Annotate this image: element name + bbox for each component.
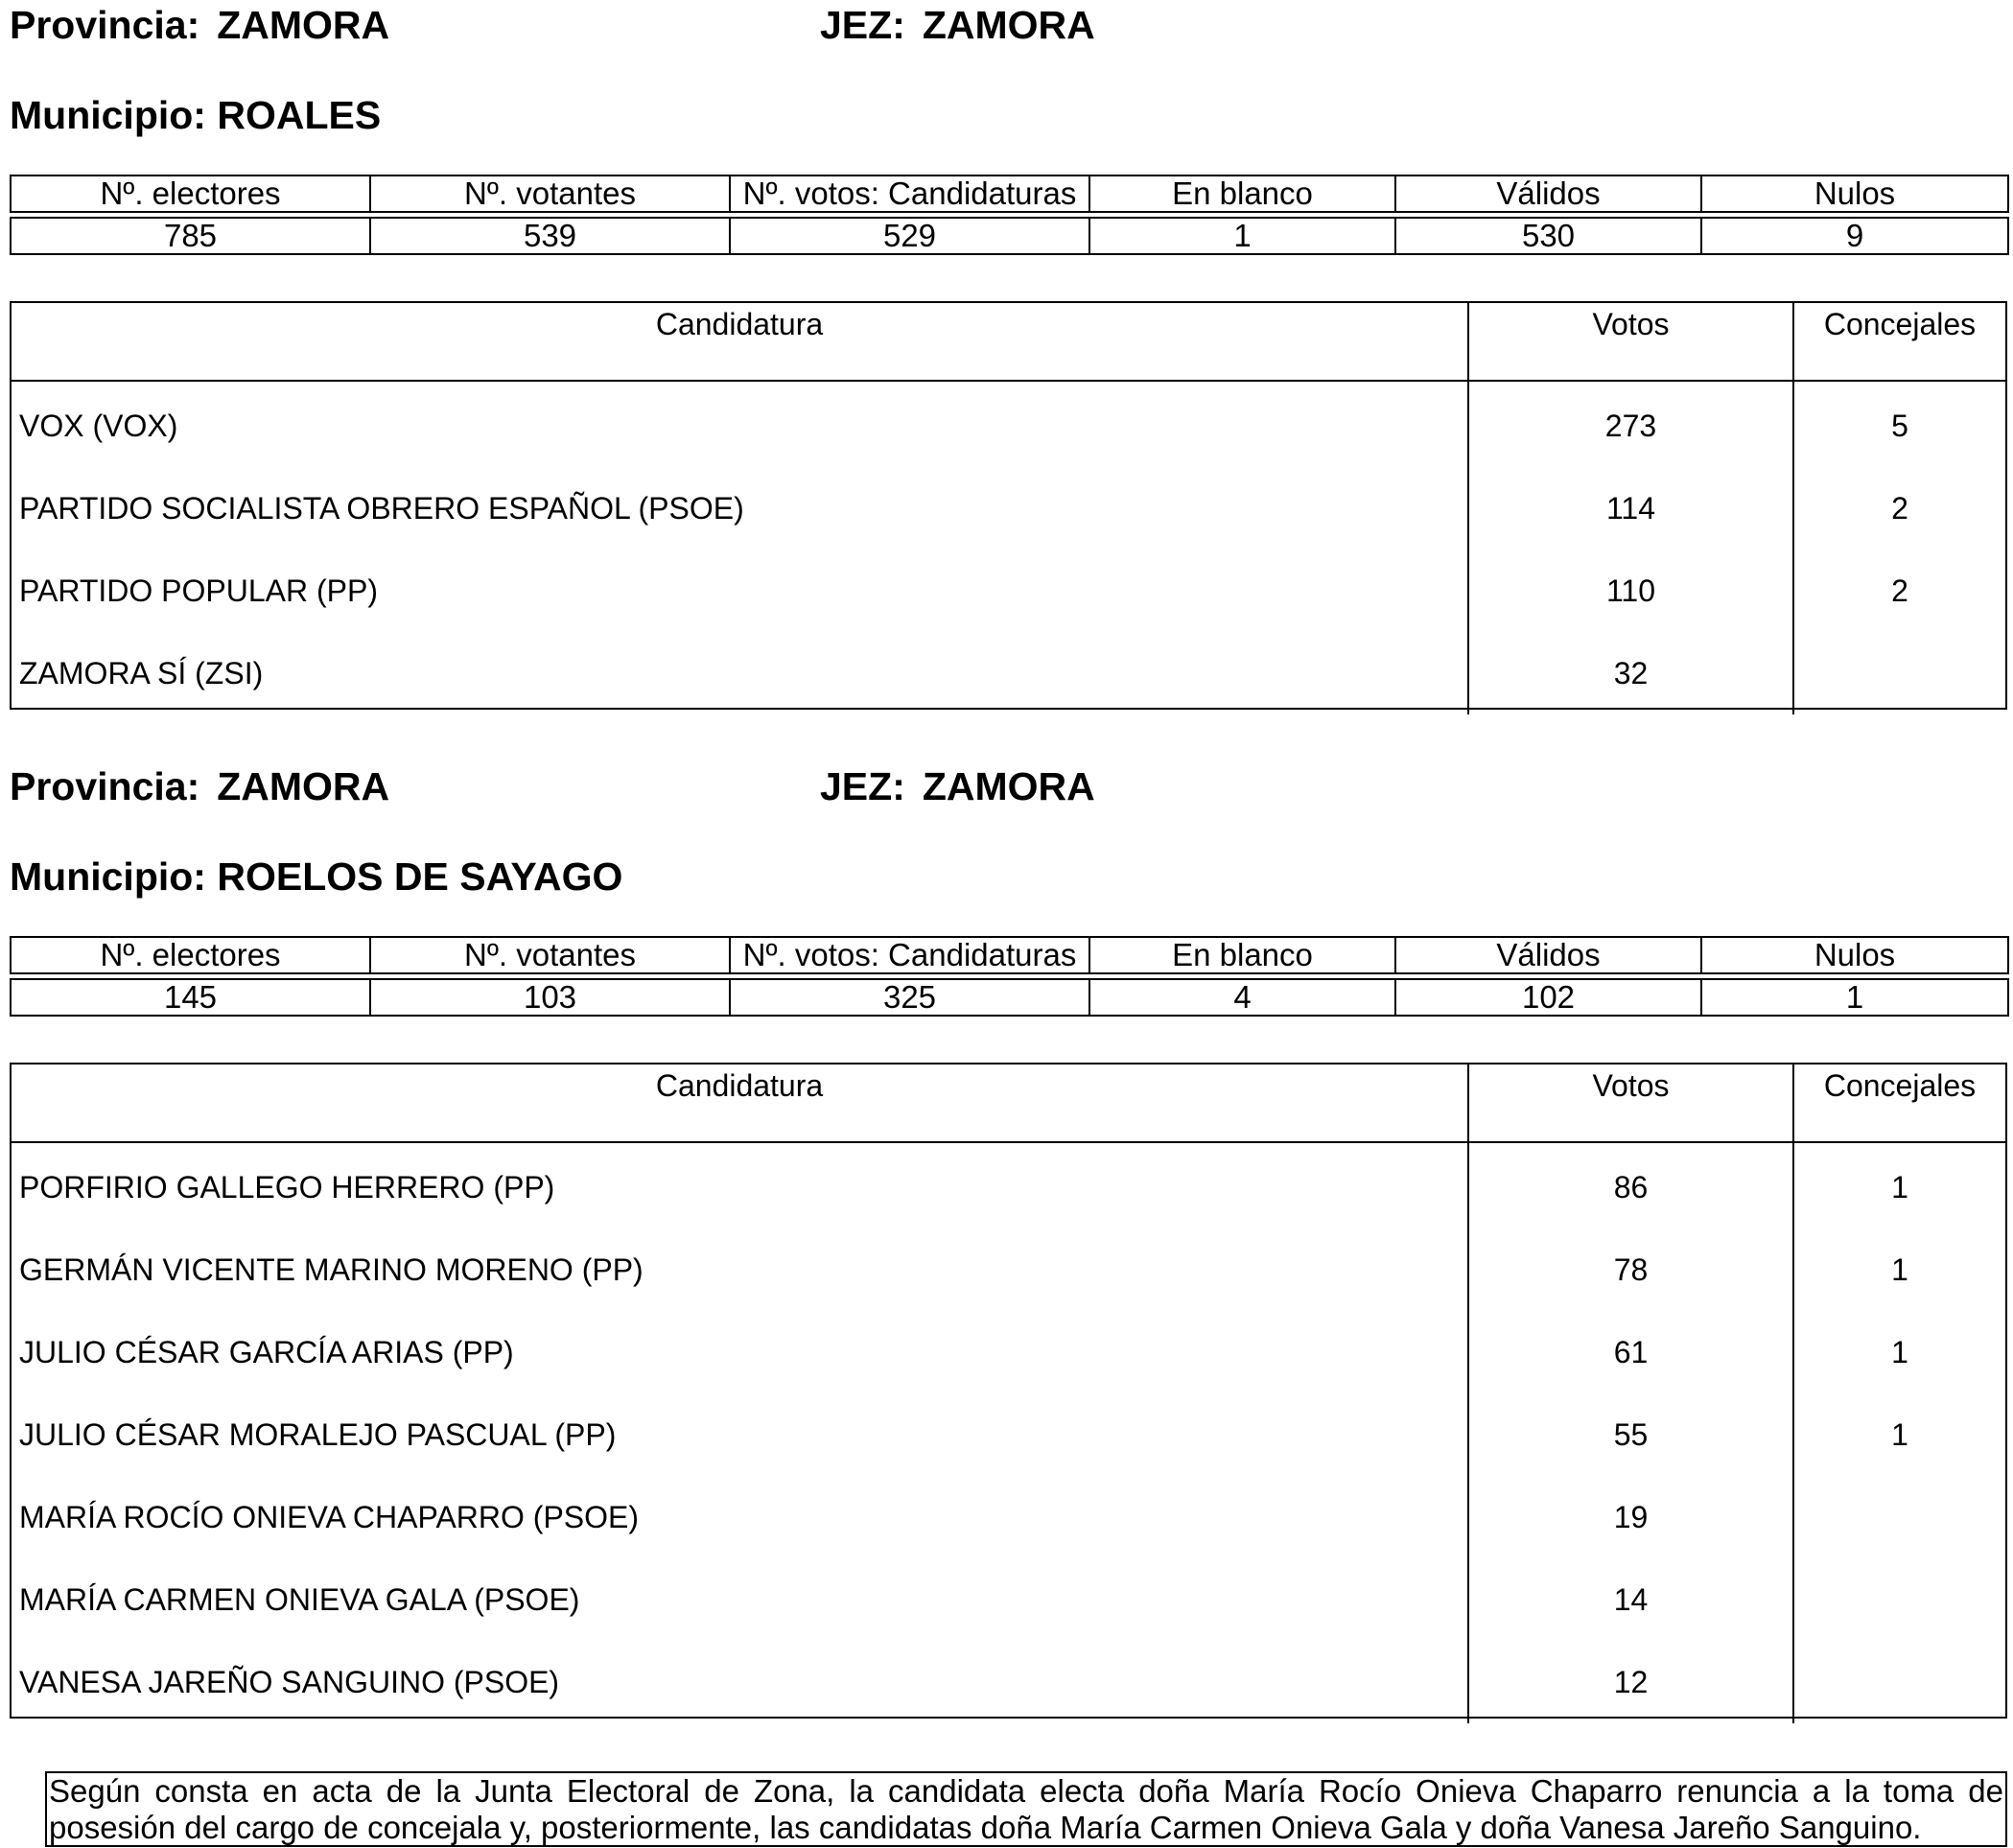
candidate-concejales: 2 [1792,467,2005,550]
candidate-concejales [1792,1558,2005,1641]
stats-table [10,175,2009,255]
header-votos: Votos [1467,1064,1792,1141]
candidate-votes: 114 [1467,467,1792,550]
stats-value-row [11,979,2008,1016]
provincia-heading [10,3,390,47]
stat-header-votos-candidaturas: Nº. votos: Candidaturas [730,937,1089,973]
table-row [12,1476,2005,1558]
jez-heading [820,3,1095,47]
candidate-concejales [1792,632,2005,714]
stat-header-nulos: Nulos [1701,937,2008,973]
candidate-concejales [1792,1641,2005,1723]
stat-header-nulos: Nulos [1701,175,2008,212]
table-row [12,385,2005,467]
municipio-value: ROELOS DE SAYAGO [217,854,623,899]
stat-value-en-blanco: 4 [1089,979,1395,1016]
candidates-body [12,1143,2005,1723]
stats-table [10,936,2009,1017]
candidates-header-row [12,303,2005,382]
table-row [12,1393,2005,1476]
stat-value-en-blanco: 1 [1089,218,1395,254]
stats-value-row [11,218,2008,254]
stat-header-votantes: Nº. votantes [370,937,730,973]
stat-value-validos: 102 [1395,979,1701,1016]
header-votos: Votos [1467,303,1792,380]
table-row [12,550,2005,632]
stat-value-validos: 530 [1395,218,1701,254]
candidate-concejales: 5 [1792,385,2005,467]
stat-value-nulos: 9 [1701,218,2008,254]
candidates-header-row [12,1064,2005,1143]
candidate-concejales: 2 [1792,550,2005,632]
stats-header-row [11,937,2008,973]
stat-header-en-blanco: En blanco [1089,937,1395,973]
stat-header-validos: Válidos [1395,175,1701,212]
candidate-concejales: 1 [1792,1311,2005,1393]
candidate-name: JULIO CÉSAR MORALEJO PASCUAL (PP) [19,1416,617,1452]
stat-header-electores: Nº. electores [11,175,370,212]
municipio-label: Municipio: [10,854,206,899]
table-row [12,1228,2005,1311]
table-row [12,1311,2005,1393]
candidate-votes: 61 [1467,1311,1792,1393]
stat-header-electores: Nº. electores [11,937,370,973]
header-concejales: Concejales [1792,303,2005,380]
municipio-heading [10,854,623,899]
candidate-votes: 19 [1467,1476,1792,1558]
jez-value: ZAMORA [922,3,1095,47]
provincia-value: ZAMORA [217,764,390,808]
stat-value-votantes: 103 [370,979,730,1016]
candidate-name: GERMÁN VICENTE MARINO MORENO (PP) [19,1251,644,1287]
candidate-votes: 273 [1467,385,1792,467]
provincia-label: Provincia: [10,3,200,47]
stat-header-en-blanco: En blanco [1089,175,1395,212]
stat-value-electores: 145 [11,979,370,1016]
candidate-name: PORFIRIO GALLEGO HERRERO (PP) [19,1169,555,1205]
candidates-table [10,1063,2007,1719]
stat-value-votos-candidaturas: 529 [730,218,1089,254]
jez-heading [820,764,1095,808]
candidate-votes: 32 [1467,632,1792,714]
provincia-label: Provincia: [10,764,200,808]
table-row [12,1641,2005,1723]
candidate-concejales [1792,1476,2005,1558]
jez-value: ZAMORA [922,764,1095,808]
candidate-name: ZAMORA SÍ (ZSI) [19,655,264,690]
candidate-votes: 12 [1467,1641,1792,1723]
municipio-value: ROALES [217,93,382,137]
candidate-name: MARÍA ROCÍO ONIEVA CHAPARRO (PSOE) [19,1499,640,1534]
candidate-votes: 78 [1467,1228,1792,1311]
provincia-heading [10,764,390,808]
candidate-votes: 55 [1467,1393,1792,1476]
stat-header-votantes: Nº. votantes [370,175,730,212]
candidate-name: VANESA JAREÑO SANGUINO (PSOE) [19,1664,560,1699]
candidate-concejales: 1 [1792,1146,2005,1228]
header-concejales: Concejales [1792,1064,2005,1141]
header-candidatura: Candidatura [655,1068,824,1103]
candidate-votes: 110 [1467,550,1792,632]
table-row [12,632,2005,714]
stat-header-votos-candidaturas: Nº. votos: Candidaturas [730,175,1089,212]
jez-label: JEZ: [820,764,905,808]
stat-header-validos: Válidos [1395,937,1701,973]
stat-value-votos-candidaturas: 325 [730,979,1089,1016]
candidate-name: VOX (VOX) [19,408,178,443]
jez-label: JEZ: [820,3,905,47]
candidate-votes: 14 [1467,1558,1792,1641]
candidate-name: PARTIDO SOCIALISTA OBRERO ESPAÑOL (PSOE) [19,490,744,526]
table-row [12,467,2005,550]
candidate-votes: 86 [1467,1146,1792,1228]
candidates-table [10,301,2007,710]
stat-value-electores: 785 [11,218,370,254]
candidate-concejales: 1 [1792,1228,2005,1311]
resignation-note: Según consta en acta de la Junta Electoral de Zona, la candidata electa doña María Rocío Onieva Chaparro renuncia a la toma de posesión del cargo de concejala y, posteriormente, las candidatas doña María Carmen Onieva Gala y doña Vanesa Jareño Sanguino. [45,1771,2007,1847]
candidate-name: MARÍA CARMEN ONIEVA GALA (PSOE) [19,1581,580,1617]
candidate-concejales: 1 [1792,1393,2005,1476]
stats-header-row [11,175,2008,212]
municipio-label: Municipio: [10,93,206,137]
provincia-value: ZAMORA [217,3,390,47]
candidate-name: JULIO CÉSAR GARCÍA ARIAS (PP) [19,1334,514,1369]
candidate-name: PARTIDO POPULAR (PP) [19,573,378,608]
municipio-heading [10,93,382,137]
table-row [12,1558,2005,1641]
header-candidatura: Candidatura [655,307,824,341]
stat-value-nulos: 1 [1701,979,2008,1016]
candidates-body [12,382,2005,714]
stat-value-votantes: 539 [370,218,730,254]
table-row [12,1146,2005,1228]
